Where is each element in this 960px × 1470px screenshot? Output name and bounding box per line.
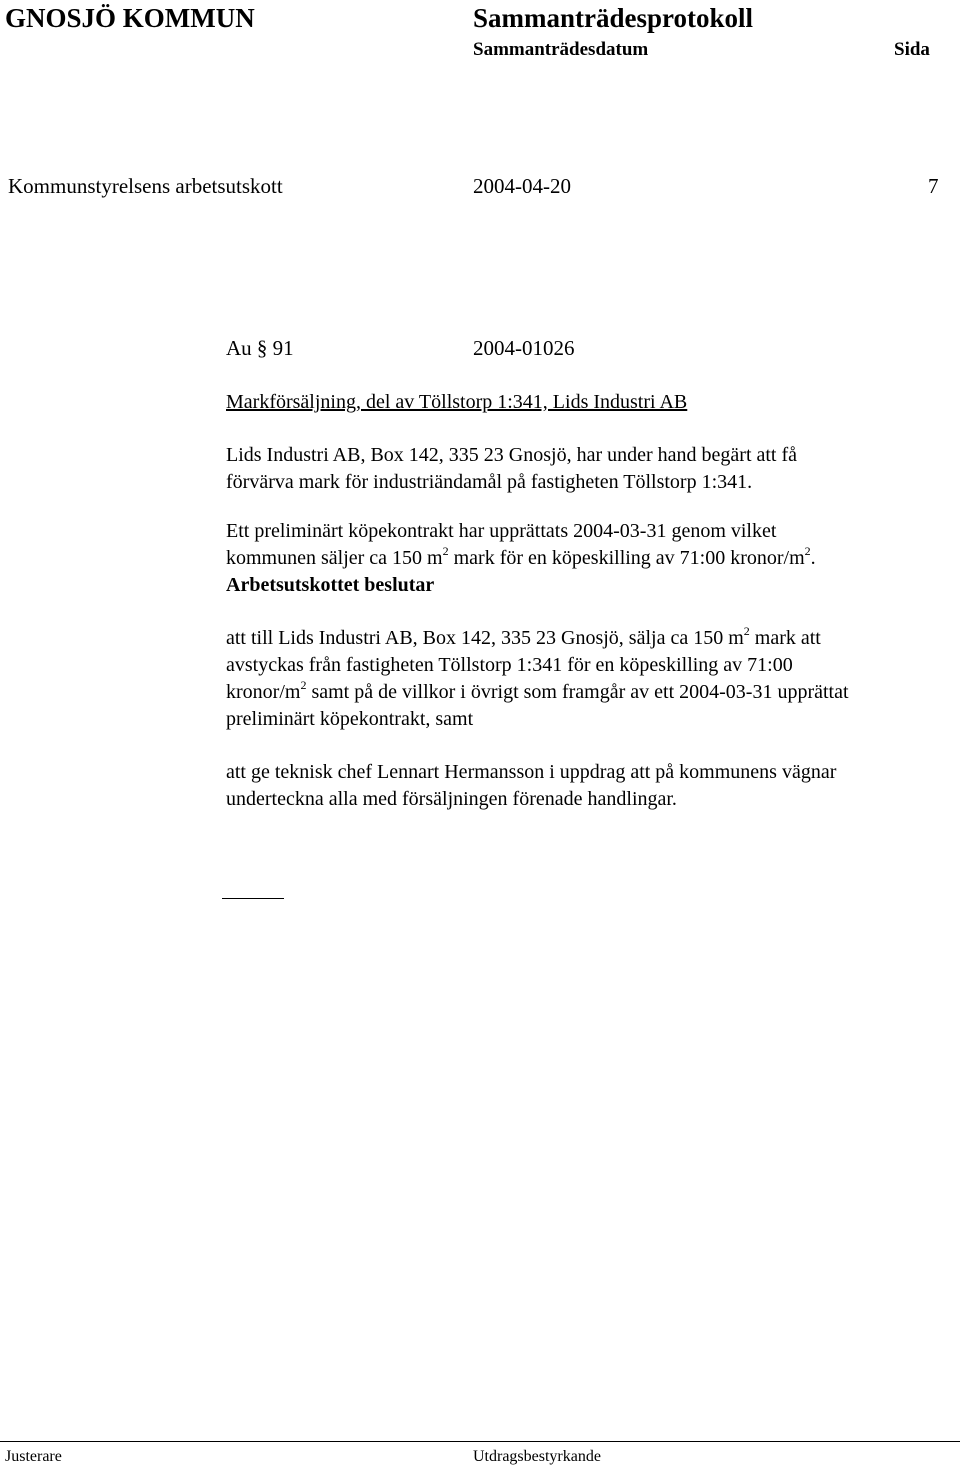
decision-2-line-1: att ge teknisk chef Lennart Hermansson i uppdrag att på kommunens vägnar — [226, 761, 837, 783]
meeting-date: 2004-04-20 — [473, 174, 571, 198]
decision-1-line-4: preliminärt köpekontrakt, samt — [226, 708, 474, 730]
footer-rule — [0, 1441, 960, 1442]
decision-1-line-3: kronor/$m^2$ samt på de villkor i övrigt som framgår av ett 2004-03-31 upprättat — [226, 678, 849, 703]
item-title: Markförsäljning, del av Töllstorp 1:341, Lids Industri AB — [226, 391, 688, 413]
contract-line-2: kommunen säljer ca 150 $m^2$ mark för en köpeskilling av 71:00 kronor/$m^2$. — [226, 544, 816, 569]
document-type: Sammanträdesprotokoll — [473, 3, 754, 33]
page-label: Sida — [894, 39, 930, 60]
intro-line-1: Lids Industri AB, Box 142, 335 23 Gnosjö, har under hand begärt att få — [226, 444, 798, 466]
footer-utdragsbestyrkande: Utdragsbestyrkande — [473, 1448, 601, 1465]
item-body — [226, 389, 849, 813]
page-number: 7 — [928, 174, 939, 198]
case-number: 2004-01026 — [473, 336, 575, 360]
committee-name: Kommunstyrelsens arbetsutskott — [8, 174, 283, 198]
decision-1-line-2: avstyckas från fastigheten Töllstorp 1:341 för en köpeskilling av 71:00 — [226, 654, 793, 676]
municipality-name: GNOSJÖ KOMMUN — [5, 3, 255, 33]
decision-1-line-1: att till Lids Industri AB, Box 142, 335 23 Gnosjö, sälja ca 150 $m^2$ mark att — [226, 624, 821, 649]
meeting-date-label: Sammanträdesdatum — [473, 39, 649, 60]
intro-line-2: förvärva mark för industriändamål på fastigheten Töllstorp 1:341. — [226, 471, 753, 493]
footer-justerare: Justerare — [5, 1448, 62, 1465]
separator-line — [222, 898, 284, 899]
item-number: Au § 91 — [226, 336, 294, 360]
decision-heading: Arbetsutskottet beslutar — [226, 574, 435, 596]
contract-line-1: Ett preliminärt köpekontrakt har upprättats 2004-03-31 genom vilket — [226, 520, 777, 542]
decision-2-line-2: underteckna alla med försäljningen förenade handlingar. — [226, 788, 677, 810]
